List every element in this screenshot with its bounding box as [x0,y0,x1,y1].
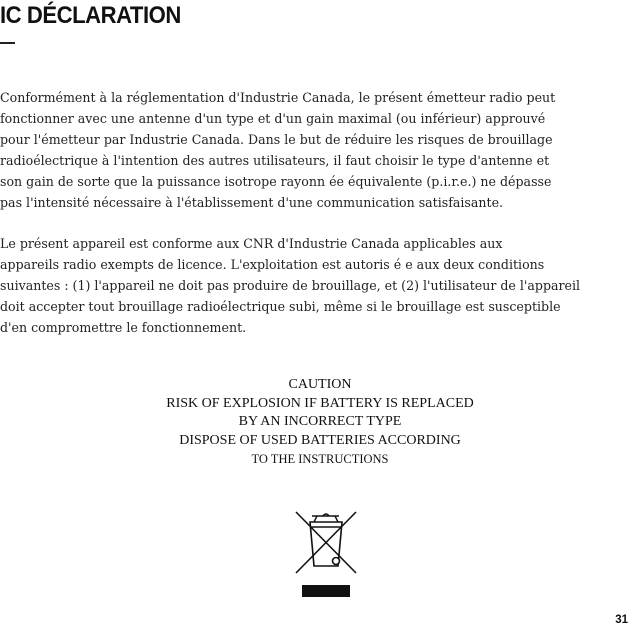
paragraph-line: pas l'intensité nécessaire à l'établissement d'une communication satisfaisante. [0,195,504,210]
caution-heading: CAUTION [288,377,352,392]
caution-line: DISPOSE OF USED BATTERIES ACCORDING [179,432,461,448]
paragraph-ic-regulation [0,87,555,213]
page-title: IC DÉCLARATION [0,2,181,29]
title-underline [0,42,15,44]
paragraph-line: d'en compromettre le fonctionnement. [0,320,247,335]
paragraph-line: doit accepter tout brouillage radioélectrique subi, même si le brouillage est susceptible [0,299,561,314]
battery-caution-notice [0,376,631,469]
crossed-out-wheelie-bin-icon [295,511,357,599]
paragraph-cnr-compliance [0,233,580,338]
caution-line: BY AN INCORRECT TYPE [238,414,402,429]
paragraph-line: son gain de sorte que la puissance isotrope rayonn ée équivalente (p.i.r.e.) ne dépasse [0,174,552,189]
paragraph-line: appareils radio exempts de licence. L'exploitation est autoris é e aux deux conditions [0,257,545,272]
paragraph-line: suivantes : (1) l'appareil ne doit pas produire de brouillage, et (2) l'utilisateur de l'appareil [0,278,581,293]
paragraph-line: fonctionner avec une antenne d'un type et d'un gain maximal (ou inférieur) approuvé [0,111,546,126]
caution-line: RISK OF EXPLOSION IF BATTERY IS REPLACED [166,395,474,411]
page-number: 31 [615,614,628,626]
caution-line: TO THE INSTRUCTIONS [251,452,389,466]
paragraph-line: radioélectrique à l'intention des autres utilisateurs, il faut choisir le type d'antenne et [0,153,550,168]
paragraph-line: Conformément à la réglementation d'Industrie Canada, le présent émetteur radio peut [0,90,556,105]
paragraph-line: pour l'émetteur par Industrie Canada. Dans le but de réduire les risques de brouillage [0,132,553,147]
paragraph-line: Le présent appareil est conforme aux CNR d'Industrie Canada applicables aux [0,236,503,251]
